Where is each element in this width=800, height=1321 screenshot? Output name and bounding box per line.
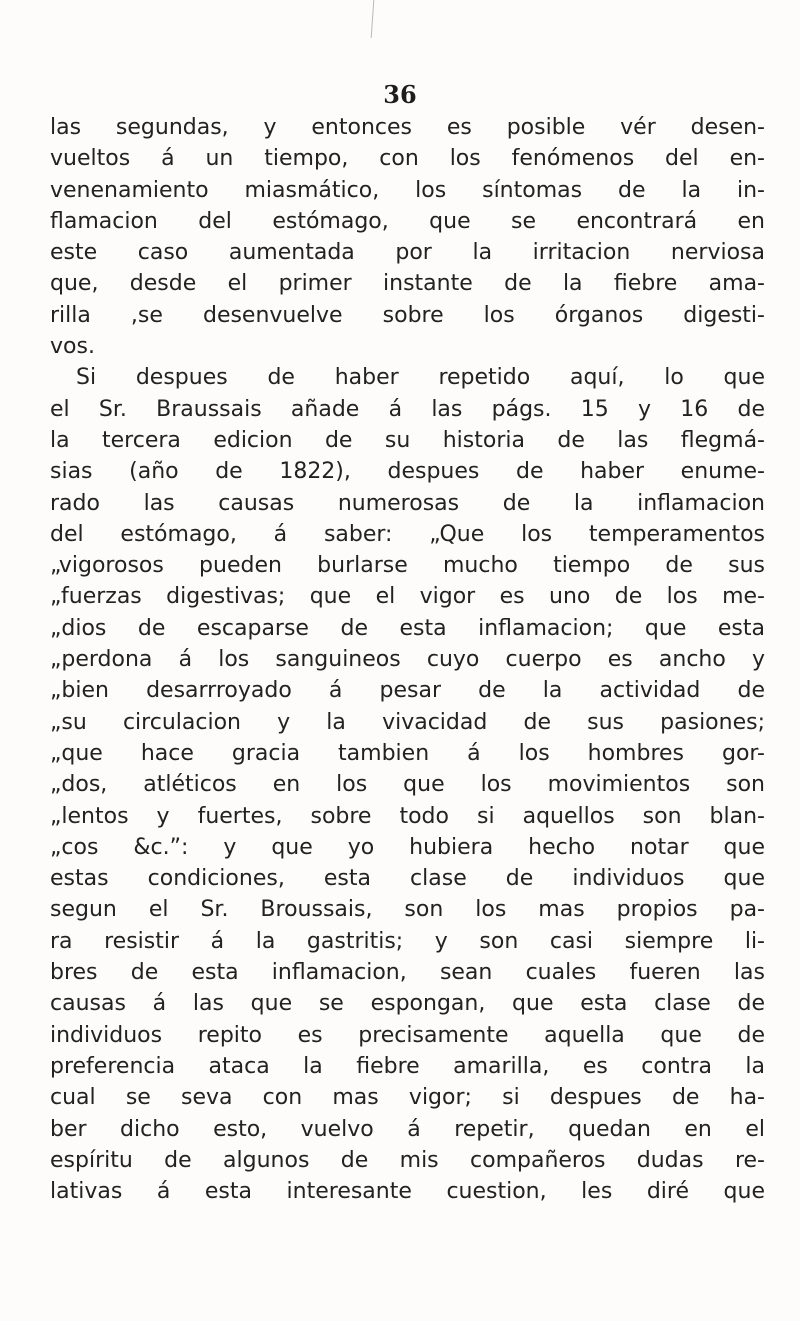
text-line: ber dicho esto, vuelvo á repetir, quedan en el — [50, 1116, 765, 1142]
text-line: cual se seva con mas vigor; si despues de ha- — [50, 1085, 765, 1111]
quoted-line: „dios de escaparse de esta inflamacion; que esta — [50, 615, 765, 641]
quoted-line: „su circulacion y la vivacidad de sus pasiones; — [50, 709, 765, 735]
text-line: la tercera edicion de su historia de las flegmá- — [50, 427, 765, 453]
text-line: que, desde el primer instante de la fiebre ama- — [50, 271, 765, 297]
text-line: las segundas, y entonces es posible vér desen- — [50, 115, 765, 140]
text-line: sias (año de 1822), despues de haber enume- — [50, 459, 765, 485]
quoted-line: „que hace gracia tambien á los hombres gor- — [50, 740, 765, 766]
body-text — [50, 112, 765, 1207]
text-line: venenamiento miasmático, los síntomas de la in- — [50, 177, 765, 203]
text-line: vos. — [50, 334, 95, 360]
text-line: preferencia ataca la fiebre amarilla, es contra la — [50, 1053, 765, 1079]
text-line: ra resistir á la gastritis; y son casi siempre li- — [50, 928, 765, 954]
text-line: lativas á esta interesante cuestion, les diré que — [50, 1179, 765, 1205]
text-line: vueltos á un tiempo, con los fenómenos del en- — [50, 146, 765, 172]
text-line: este caso aumentada por la irritacion nerviosa — [50, 240, 765, 266]
paragraph-start-line: Si despues de haber repetido aquí, lo que — [76, 365, 765, 391]
quoted-line: „cos &c.”: y que yo hubiera hecho notar que — [50, 834, 765, 860]
text-line: bres de esta inflamacion, sean cuales fueren las — [50, 960, 765, 986]
text-line: rilla ,se desenvuelve sobre los órganos digesti- — [50, 302, 765, 328]
text-line: flamacion del estómago, que se encontrará en — [50, 208, 765, 234]
quoted-line: „fuerzas digestivas; que el vigor es uno de los me- — [50, 584, 765, 610]
text-line: del estómago, á saber: „Que los temperamentos — [50, 521, 765, 547]
text-line: espíritu de algunos de mis compañeros dudas re- — [50, 1147, 765, 1173]
text-line: rado las causas numerosas de la inflamacion — [50, 490, 765, 516]
quoted-line: „dos, atléticos en los que los movimientos son — [50, 772, 765, 798]
text-line: estas condiciones, esta clase de individuos que — [50, 866, 765, 892]
stray-pen-mark — [371, 0, 375, 38]
text-line: causas á las que se espongan, que esta clase de — [50, 991, 765, 1017]
text-line: el Sr. Braussais añade á las págs. 15 y 16 de — [50, 396, 765, 422]
text-line: individuos repito es precisamente aquella que de — [50, 1022, 765, 1048]
quoted-line: „vigorosos pueden burlarse mucho tiempo de sus — [50, 553, 765, 579]
quoted-line: „perdona á los sanguineos cuyo cuerpo es ancho y — [50, 647, 765, 673]
page-number: 36 — [383, 80, 417, 109]
quoted-line: „lentos y fuertes, sobre todo si aquellos son blan- — [50, 803, 765, 829]
text-line: segun el Sr. Broussais, son los mas propios pa- — [50, 897, 765, 923]
quoted-line: „bien desarrroyado á pesar de la actividad de — [50, 678, 765, 704]
